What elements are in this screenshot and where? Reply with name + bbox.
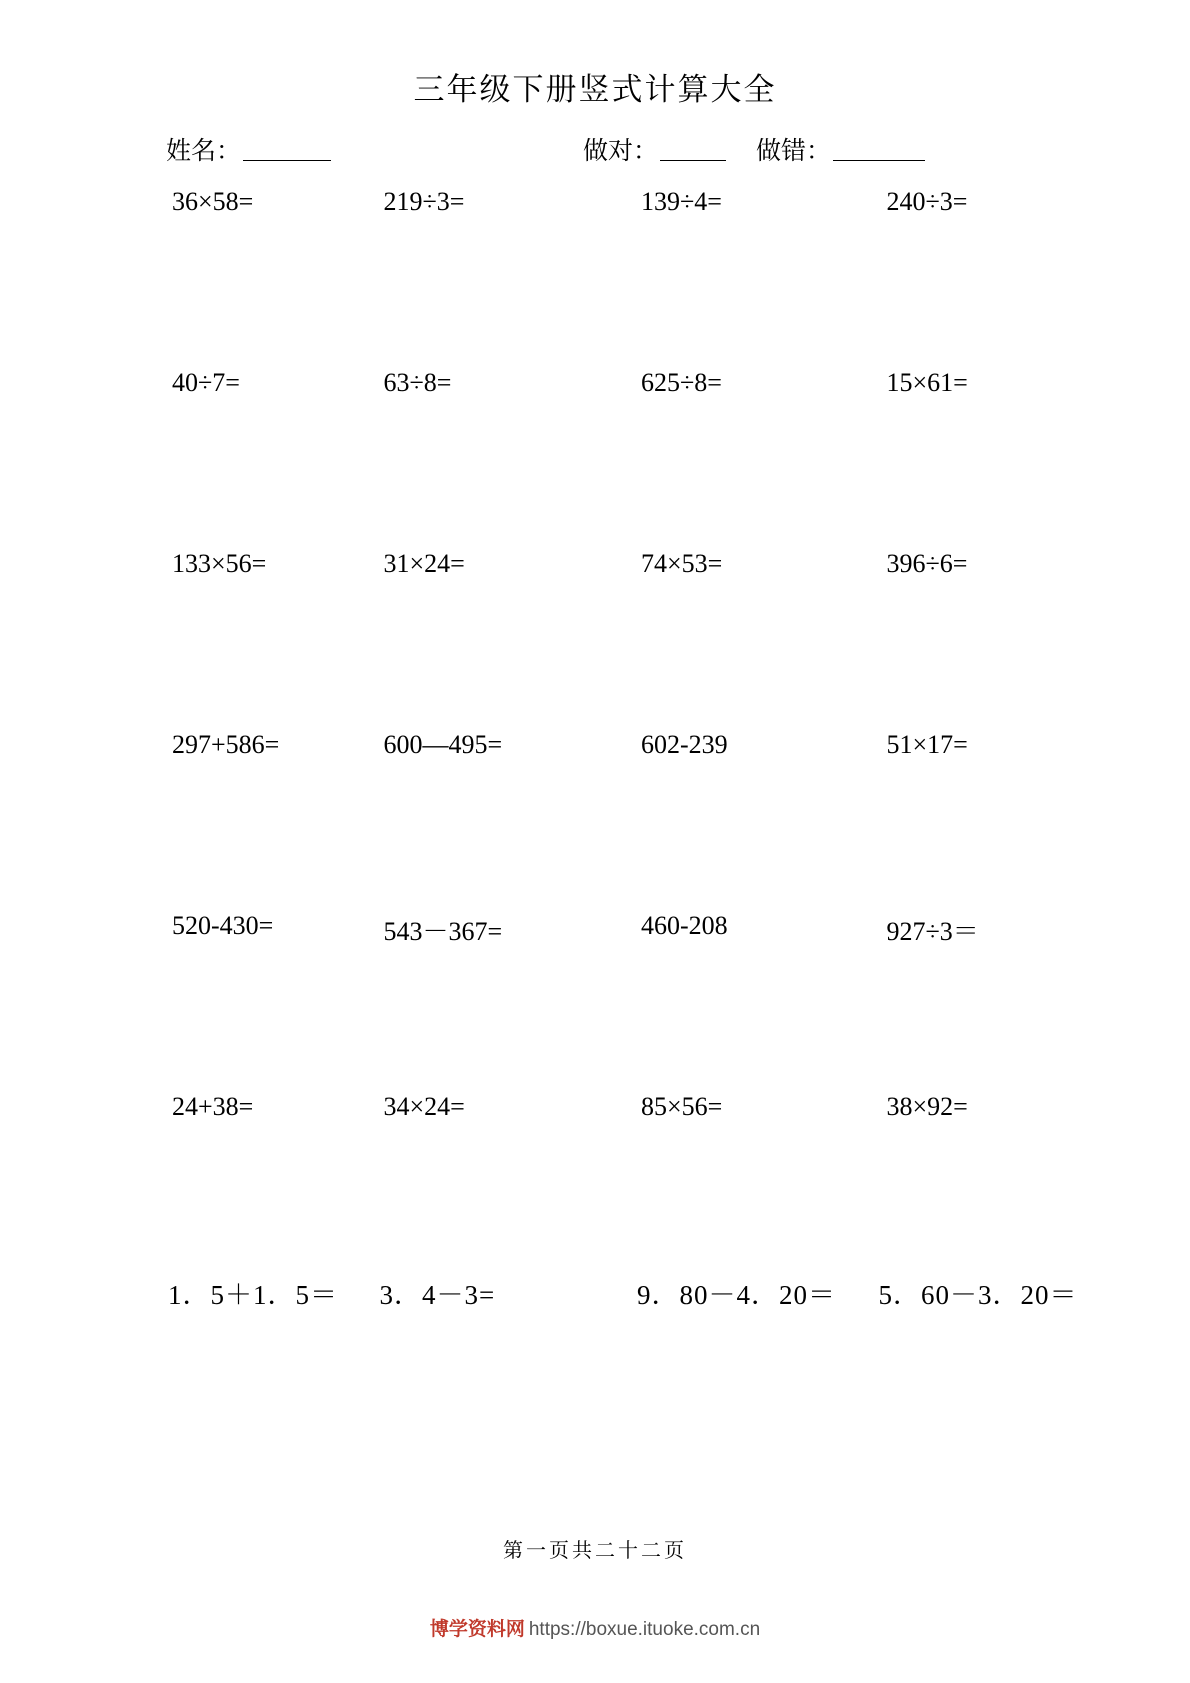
problem-row [96, 187, 1094, 368]
problem-cell [346, 911, 596, 1092]
problem-cell [96, 549, 346, 730]
watermark-url: https://boxue.ituoke.com.cn [528, 1619, 761, 1640]
problem-expression: 625÷8= [641, 368, 722, 397]
problem-expression: 396÷6= [886, 549, 968, 578]
problem-row [96, 549, 1094, 730]
correct-input-blank[interactable] [660, 159, 726, 161]
problem-expression: 63÷8= [383, 368, 452, 397]
problem-cell [96, 1273, 346, 1454]
problem-expression: 219÷3= [383, 187, 465, 216]
name-field-group [166, 131, 335, 167]
problem-row [96, 1092, 1094, 1273]
problem-expression: 5．60－3．20＝ [878, 1280, 1078, 1310]
watermark [0, 1614, 1190, 1641]
problem-cell [845, 368, 1095, 549]
problem-expression: 34×24= [383, 1092, 465, 1121]
problem-expression: 15×61= [886, 368, 968, 397]
problem-expression: 38×92= [886, 1092, 968, 1121]
problem-expression: 74×53= [641, 549, 723, 578]
problem-expression: 133×56= [172, 549, 267, 578]
score-field-group [583, 131, 929, 167]
problem-expression: 51×17= [886, 730, 968, 759]
problem-cell [96, 187, 346, 368]
problem-expression: 543－367= [383, 917, 503, 946]
problem-cell [96, 1092, 346, 1273]
problem-cell [845, 549, 1095, 730]
problem-cell [845, 1092, 1095, 1273]
info-row [96, 131, 1094, 167]
wrong-input-blank[interactable] [833, 159, 925, 161]
problem-cell [845, 1273, 1095, 1454]
problem-cell [845, 730, 1095, 911]
problem-expression: 927÷3＝ [886, 917, 979, 946]
problem-expression: 9．80－4．20＝ [637, 1280, 836, 1310]
problem-cell [595, 911, 845, 1092]
problem-row [96, 730, 1094, 911]
problem-cell [96, 730, 346, 911]
problem-cell [845, 911, 1095, 1092]
problem-expression: 40÷7= [172, 368, 240, 397]
name-label: 姓名： [166, 137, 242, 165]
problem-row [96, 1273, 1094, 1454]
problem-expression: 139÷4= [641, 187, 722, 216]
problem-cell [845, 187, 1095, 368]
problem-expression: 297+586= [172, 730, 280, 759]
problem-cell [96, 911, 346, 1092]
problem-cell [595, 1273, 845, 1454]
problem-expression: 85×56= [641, 1092, 723, 1121]
problem-expression: 24+38= [172, 1092, 254, 1121]
page-footer: 第一页共二十二页 [503, 1540, 687, 1562]
problem-cell [346, 1092, 596, 1273]
problem-cell [96, 368, 346, 549]
problem-expression: 602-239 [641, 730, 728, 759]
problem-expression: 240÷3= [886, 187, 968, 216]
problem-cell [346, 187, 596, 368]
watermark-brand: 博学资料网 [429, 1619, 525, 1640]
problem-expression: 31×24= [383, 549, 465, 578]
problem-cell [595, 730, 845, 911]
problem-cell [346, 1273, 596, 1454]
problem-expression: 600—495= [383, 730, 503, 759]
problem-row [96, 911, 1094, 1092]
problem-expression: 1．5＋1．5＝ [168, 1280, 338, 1310]
problem-expression: 460-208 [641, 911, 728, 940]
problem-cell [346, 549, 596, 730]
wrong-label: 做错： [755, 137, 831, 165]
problem-cell [595, 549, 845, 730]
problem-cell [595, 187, 845, 368]
problem-grid [96, 187, 1094, 1454]
problem-expression: 520-430= [172, 911, 274, 940]
name-input-blank[interactable] [243, 159, 331, 161]
problem-expression: 3．4－3= [379, 1280, 496, 1310]
problem-cell [346, 368, 596, 549]
problem-cell [346, 730, 596, 911]
problem-row [96, 368, 1094, 549]
correct-label: 做对： [582, 137, 658, 165]
problem-expression: 36×58= [172, 187, 254, 216]
problem-cell [595, 368, 845, 549]
problem-cell [595, 1092, 845, 1273]
page-title: 三年级下册竖式计算大全 [413, 72, 777, 107]
